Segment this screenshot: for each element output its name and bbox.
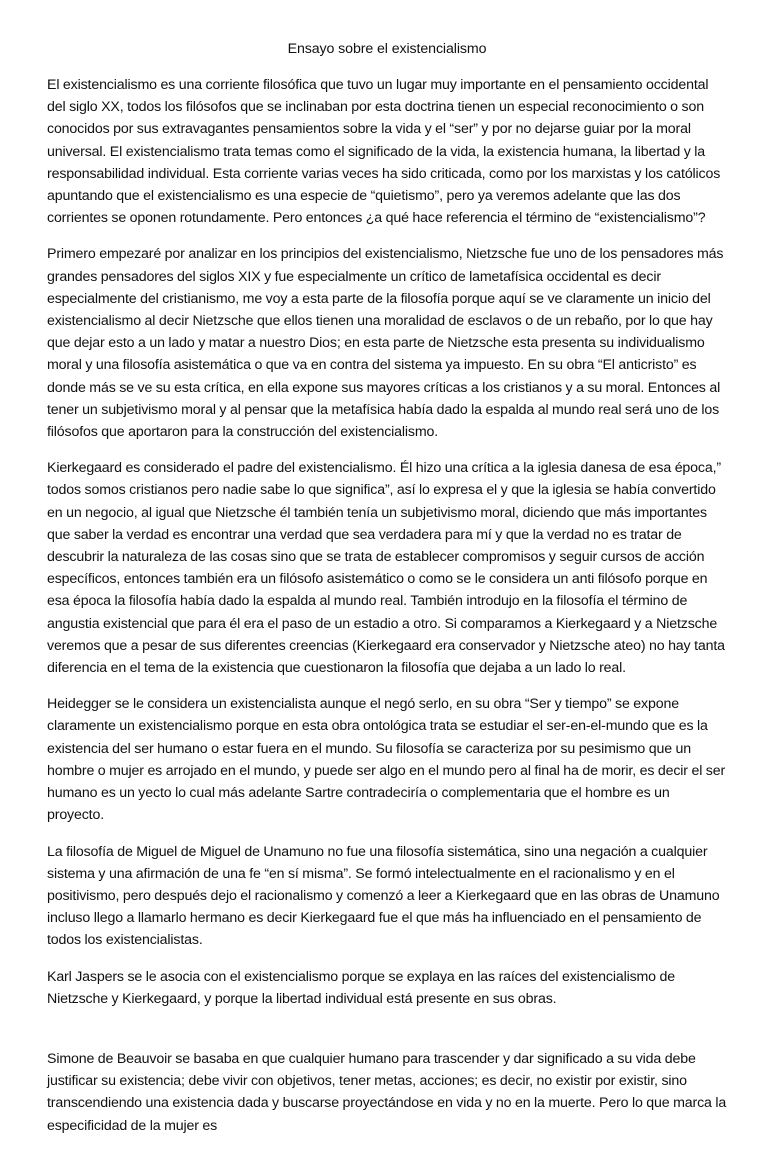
document-title: Ensayo sobre el existencialismo <box>287 41 487 57</box>
paragraph-jaspers: Karl Jaspers se le asocia con el existencialismo porque se explaya en las raíces del existencialismo de Nietzsche y Kierkegaard, y porque la libertad individual está presente en sus obras. <box>47 968 675 1007</box>
paragraph-intro: El existencialismo es una corriente filosófica que tuvo un lugar muy importante en el pensamiento occidental del siglo XX, todos los filósofos que se inclinaban por esta doctrina tienen un especial reconocimiento o son conocidos por sus extravagantes pensamientos sobre la vida y el “ser” y por no dejarse guiar por la moral universal. El existencialismo trata temas como el significado de la vida, la existencia humana, la libertad y la responsabilidad individual. Esta corriente varias veces ha sido criticada, como por los marxistas y los católicos apuntando que el existencialismo es una especie de “quietismo”, pero ya veremos adelante que las dos corrientes se oponen rotundamente. Pero entonces ¿a qué hace referencia el término de “existencialismo”? <box>47 77 721 227</box>
paragraph-nietzsche: Primero empezaré por analizar en los principios del existencialismo, Nietzsche fue uno de los pensadores más grandes pensadores del siglos XIX y fue especialmente un crítico de lametafísica occidental es decir especialmente del cristianismo, me voy a esta parte de la filosofía porque aquí se ve claramente un inicio del existencialismo al decir Nietzsche que ellos tienen una moralidad de esclavos o de un rebaño, por lo que hay que dejar esto a un lado y matar a nuestro Dios; en esta parte de Nietzsche esta presenta su individualismo moral y una filosofía asistemática o que va en contra del sistema ya impuesto. En su obra “El anticristo” es donde más se ve su esta crítica, en ella expone sus mayores críticas a los cristianos y a su moral. Entonces al tener un subjetivismo moral y al pensar que la metafísica había dado la espalda al mundo real será uno de los filósofos que aportaron para la construcción del existencialismo. <box>47 246 724 441</box>
paragraph-kierkegaard: Kierkegaard es considerado el padre del existencialismo. Él hizo una crítica a la iglesia danesa de esa época,” todos somos cristianos pero nadie sabe lo que significa”, así lo expresa el y que la iglesia se había convertido en un negocio, al igual que Nietzsche él también tenía un subjetivismo moral, diciendo que más importantes que saber la verdad es encontrar una verdad que sea verdadera para mí y que la verdad no es tratar de descubrir la naturaleza de las cosas sino que se trata de establecer compromisos y seguir cursos de acción específicos, entonces también era un filósofo asistemático o como se le considera un anti filósofo porque en esa época la filosofía había dado la espalda al mundo real. También introdujo en la filosofía el término de angustia existencial que para él era el paso de un estadio a otro. Si comparamos a Kierkegaard y a Nietzsche veremos que a pesar de sus diferentes creencias (Kierkegaard era conservador y Nietzsche ateo) no hay tanta diferencia en el tema de la existencia que cuestionaron la filosofía que dejaba a un lado lo real. <box>47 460 725 677</box>
blank-line <box>47 1024 727 1048</box>
paragraph-heidegger: Heidegger se le considera un existencialista aunque el negó serlo, en su obra “Ser y tiempo” se expone claramente un existencialismo porque en esta obra ontológica trata se estudiar el ser-en-el-mundo que es la existencia del ser humano o estar fuera en el mundo. Su filosofía se caracteriza por su pesimismo que un hombre o mujer es arrojado en el mundo, y puede ser algo en el mundo pero al final ha de morir, es decir el ser humano es un yecto lo cual más adelante Sartre contradeciría o complementaria que el hombre es un proyecto. <box>47 696 726 824</box>
paragraph-beauvoir: Simone de Beauvoir se basaba en que cualquier humano para trascender y dar significado a su vida debe justificar su existencia; debe vivir con objetivos, tener metas, acciones; es decir, no existir por existir, sino transcendiendo una existencia dada y buscarse proyectándose en vida y no en la muerte. Pero lo que marca la especificidad de la mujer es <box>47 1050 727 1134</box>
paragraph-unamuno: La filosofía de Miguel de Miguel de Unamuno no fue una filosofía sistemática, sino una negación a cualquier sistema y una afirmación de una fe “en sí misma”. Se formó intelectualmente en el racionalismo y en el positivismo, pero después dejo el racionalismo y comenzó a leer a Kierkegaard que en las obras de Unamuno incluso llego a llamarlo hermano es decir Kierkegaard fue el que más ha influenciado en el pensamiento de todos los existencialistas. <box>47 843 720 949</box>
document-page <box>47 38 727 1151</box>
